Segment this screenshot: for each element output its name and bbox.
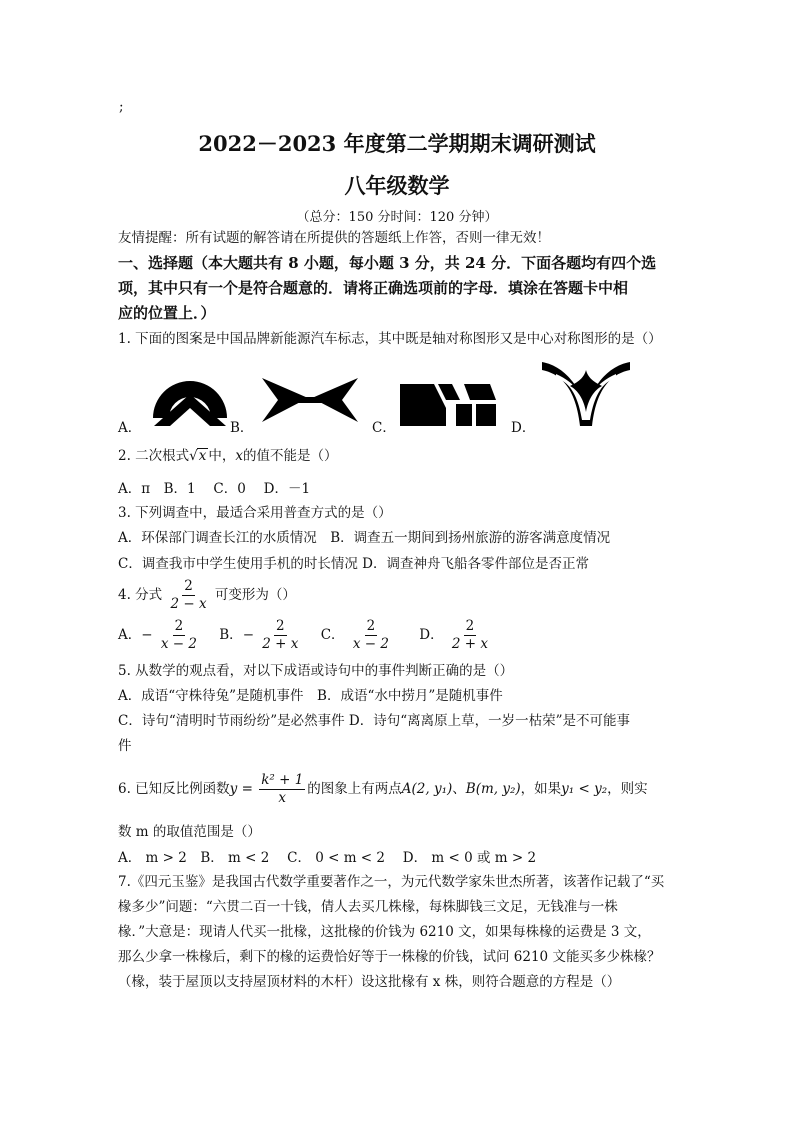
q4-fraction (168, 578, 208, 613)
q4-option-d-numerator: 2 (465, 618, 475, 634)
q1-option-b-label: B． (230, 420, 254, 436)
q4-option-d-label: D． (419, 627, 444, 643)
q2-stem: 2. 二次根式√x 中，x的值不能是（） (118, 448, 338, 464)
q7-line5: （椽，装于屋顶以支持屋顶材料的木杆）设这批椽有 x 株，则符合题意的方程是（） (118, 974, 621, 990)
q1-option-a-label: A． (118, 420, 142, 436)
q5-options-ab: A．成语“守株待兔”是随机事件 B．成语“水中捞月”是随机事件 (118, 688, 503, 704)
q4-fraction-numerator: 2 (184, 578, 193, 594)
q6-function-numerator: k² + 1 (261, 772, 304, 788)
q4-stem-post: 可变形为（） (214, 587, 296, 603)
q4-stem-pre: 4. 分式 (118, 587, 163, 603)
q6-stem-mid: 的图象上有两点 (307, 781, 402, 797)
q4-option-b-fraction (260, 618, 300, 653)
exam-title: 2022－2023 年度第二学期期末调研测试 (198, 131, 596, 156)
q4-options (118, 618, 492, 653)
q4-option-a-numerator: 2 (174, 618, 184, 634)
q4-option-c (320, 618, 398, 652)
q2-radicand: x (198, 448, 207, 464)
q4-option-b-sign: − (242, 627, 254, 643)
q4-option-b (219, 618, 306, 652)
car-logo-lixiang-trident-icon (540, 360, 632, 430)
q2-stem-mid: 中， (208, 448, 236, 464)
q7-line4: 那么少拿一株椽后，剩下的椽的运费恰好等于一株椽的价钱，试问 6210 文能买多少株椽？ (118, 949, 661, 965)
q3-options-cd: C．调查我市中学生使用手机的时长情况 D．调查神舟飞船各零件部位是否正常 (118, 556, 589, 572)
q6-cond-pre: ，如果 (520, 781, 562, 797)
q5-options-cd: C．诗句“清明时节雨纷纷”是必然事件 D．诗句“离离原上草，一岁一枯荣”是不可能事 (118, 713, 631, 729)
q4-option-b-numerator: 2 (276, 618, 285, 634)
q4-option-a-label: A． (118, 627, 142, 643)
q6-function-denominator: x (278, 790, 287, 806)
q2-variable: x (235, 448, 244, 464)
exam-info: （总分：150 分时间：120 分钟） (296, 210, 498, 225)
q7-line1: 7.《四元玉鉴》是我国古代数学重要著作之一，为元代数学家朱世杰所著，该著作记载了“买 (118, 874, 665, 890)
q5-stem: 5. 从数学的观点看，对以下成语或诗句中的事件判断正确的是（） (118, 663, 514, 679)
q2-stem-post: 的值不能是（） (243, 448, 338, 464)
q4-option-d-fraction (450, 618, 490, 653)
q6-function-lhs: y = (229, 781, 253, 797)
q4-option-c-denominator: x − 2 (352, 636, 389, 652)
q5-options-cd-continued: 件 (118, 738, 132, 754)
q4-option-c-fraction (351, 618, 391, 653)
q6-options: A． m > 2 B． m < 2 C． 0 < m < 2 D． m < 0 或 m > 2 (118, 850, 537, 866)
section-heading-line2: 项，其中只有一个是符合题意的．请将正确选项前的字母．填涂在答题卡中相 (118, 279, 629, 297)
q4-option-a-fraction (159, 618, 199, 653)
q6-condition: y₁ < y₂ (561, 781, 608, 797)
q6-stem (118, 772, 648, 807)
q2-options: A．π B．1 C．0 D．－1 (118, 481, 311, 497)
q7-line2: 椽多少”问题：“六贯二百一十钱，倩人去买几株椽，每株脚钱三文足，无钱准与一株 (118, 899, 618, 915)
q7-line3: 椽．”大意是：现请人代买一批椽，这批椽的价钱为 6210 文，如果每株椽的运费是 3 文， (118, 924, 651, 940)
q4-option-c-numerator: 2 (366, 618, 376, 634)
q4-option-a-sign: − (141, 627, 153, 643)
exam-subtitle: 八年级数学 (344, 173, 450, 198)
q4-option-d-denominator: 2 + x (451, 636, 488, 652)
q4-option-b-denominator: 2 + x (262, 636, 299, 652)
car-logo-xpeng-icon (260, 375, 360, 425)
section-heading-line1: 一、选择题（本大题共有 8 小题，每小题 3 分，共 24 分．下面各题均有四个选 (118, 254, 657, 272)
q2-stem-pre: 2. 二次根式 (118, 448, 190, 464)
q6-point-b: B(m, y₂) (465, 781, 521, 797)
q4-option-a (118, 618, 205, 652)
q1-option-c-label: C． (372, 420, 396, 436)
q1-option-d-label: D． (511, 420, 536, 436)
q4-fraction-denominator: 2 − x (170, 596, 207, 612)
q3-options-ab: A．环保部门调查长江的水质情况 B．调查五一期间到扬州旅游的游客满意度情况 (118, 530, 611, 546)
stray-mark: ; (119, 99, 124, 115)
q6-separator: 、 (452, 781, 466, 797)
q6-function-fraction (259, 772, 305, 807)
q6-stem-pre: 6. 已知反比例函数 (118, 781, 230, 797)
car-logo-nio-icon (150, 360, 230, 428)
section-heading-line3: 应的位置上．） (118, 304, 216, 322)
q6-point-a: A(2, y₁) (401, 781, 453, 797)
q3-stem: 3. 下列调查中，最适合采用普查方式的是（） (118, 505, 392, 521)
q6-cond-post: ，则实 (607, 781, 648, 797)
q4-option-c-label: C． (320, 627, 345, 643)
q6-line2: 数 m 的取值范围是（） (118, 824, 261, 840)
q1-stem: 1. 下面的图案是中国品牌新能源汽车标志，其中既是轴对称图形又是中心对称图形的是（） (118, 331, 662, 347)
car-logo-leapmotor-icon (398, 382, 498, 428)
q4-option-b-label: B． (219, 627, 243, 643)
q4-stem (118, 578, 296, 613)
reminder: 友情提醒：所有试题的解答请在所提供的答题纸上作答，否则一律无效！ (118, 230, 550, 246)
q4-option-d (419, 618, 492, 652)
q4-option-a-denominator: x − 2 (160, 636, 197, 652)
